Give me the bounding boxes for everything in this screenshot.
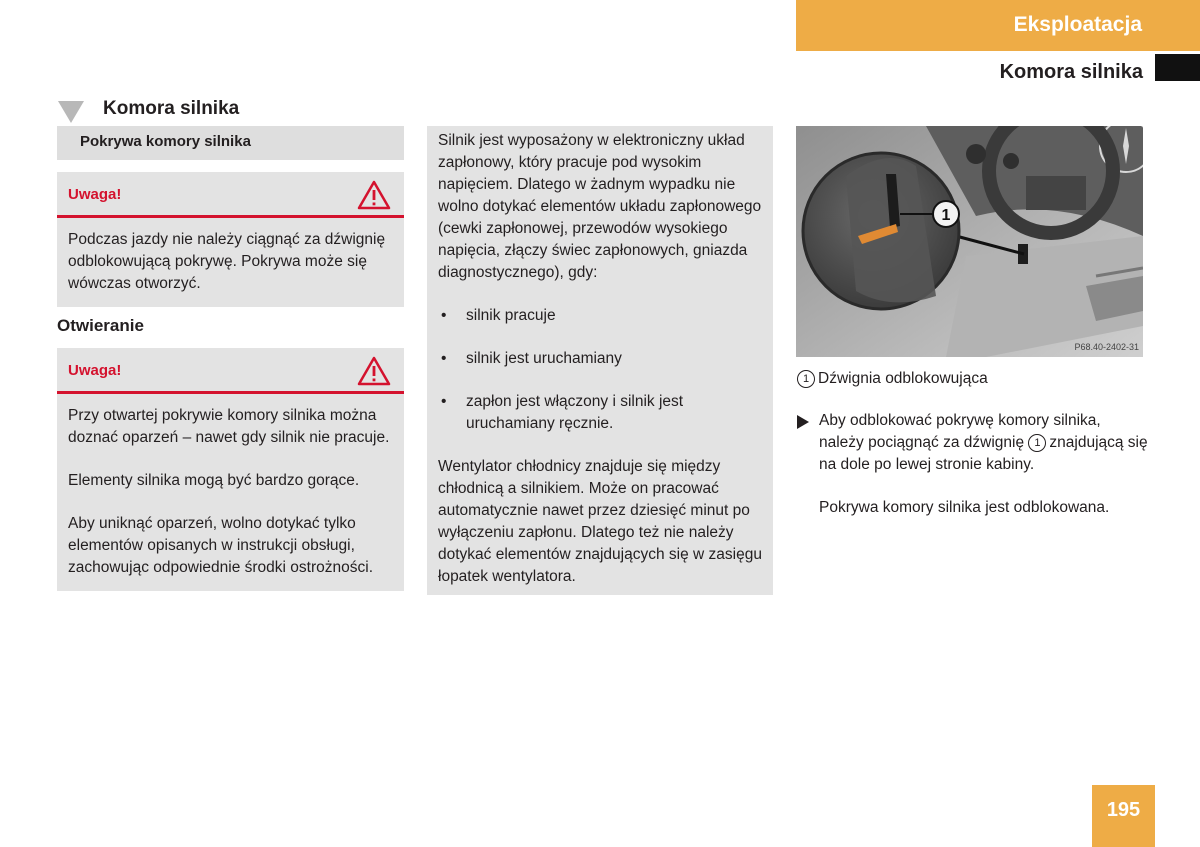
list-item: • zapłon jest włączony i silnik jest uruchamiany ręcznie. [438, 391, 767, 435]
warning-triangle-icon [357, 356, 391, 386]
arrow-right-icon [797, 415, 809, 429]
column-heading: Komora silnika [103, 98, 240, 119]
photo-caption [797, 368, 988, 390]
callout-marker: 1 [797, 370, 815, 388]
section-marker [1155, 54, 1200, 81]
warning-box [57, 172, 404, 307]
warning-box [57, 348, 404, 591]
warning-header [57, 172, 404, 218]
instruction-step [819, 410, 1149, 476]
condition-list [438, 305, 767, 435]
section-triangle-icon [58, 101, 84, 123]
warning-triangle-icon [357, 180, 391, 210]
warning-body [57, 394, 404, 591]
warning-paragraph: Aby uniknąć oparzeń, wolno dotykać tylko elementów opisanych w instrukcji obsługi, zachowując odpowiednie środki ostrożności. [68, 515, 373, 576]
intro-paragraph: Silnik jest wyposażony w elektroniczny układ zapłonowy, który pracuje pod wysokim napięciem. Dlatego w żadnym wypadku nie wolno dotykać elementów układu zapłonowego (cewki zapłonowej, przewodów wysokiego napięcia, złączy świec zapłonowych, gniazda diagnostycznego), gdy: [438, 132, 762, 281]
section-title: Komora silnika [999, 61, 1143, 83]
warning-body [57, 218, 404, 307]
warning-text: Podczas jazdy nie należy ciągnąć za dźwignię odblokowującą pokrywę. Pokrywa może się wówczas otworzyć. [68, 231, 386, 292]
chapter-title: Eksploatacja [1013, 13, 1142, 36]
ignition-info-box [427, 126, 773, 595]
warning-header [57, 348, 404, 394]
fan-paragraph: Wentylator chłodnicy znajduje się między chłodnicą a silnikiem. Może on pracować automatycznie nawet przez dziesięć minut po wyłączeniu zapłonu. Dlatego też nie należy dotykać elementów znajdujących się w zasięgu łopatek wentylatora. [438, 458, 762, 585]
page-number [1092, 785, 1155, 847]
instruction-block [819, 410, 1149, 540]
instruction-result: Pokrywa komory silnika jest odblokowana. [819, 499, 1110, 516]
subheading-bar [57, 126, 404, 160]
warning-paragraph: Elementy silnika mogą być bardzo gorące. [68, 472, 360, 489]
warning-paragraph: Przy otwartej pokrywie komory silnika można doznać oparzeń – nawet gdy silnik nie pracuje. [68, 407, 390, 446]
chapter-tab [796, 0, 1200, 51]
list-item: • silnik jest uruchamiany [438, 348, 767, 370]
warning-label: Uwaga! [68, 362, 122, 379]
hood-release-photo [796, 126, 1143, 357]
page-number-text: 195 [1106, 799, 1141, 821]
callout-marker: 1 [1028, 434, 1046, 452]
instruction-text: Aby odblokować pokrywę komory silnika, należy pociągnąć za dźwignię [819, 412, 1101, 451]
callout-number: 1 [941, 207, 951, 224]
photo-code: P68.40-2402-31 [1074, 342, 1139, 352]
subheading: Pokrywa komory silnika [80, 133, 251, 150]
instruction-text: znajdującą się na dole po lewej stronie kabiny. [819, 434, 1148, 473]
caption-text: Dźwignia odblokowująca [818, 370, 988, 387]
list-item: • silnik pracuje [438, 305, 767, 327]
warning-label: Uwaga! [68, 186, 122, 203]
subsection-title: Otwieranie [57, 316, 144, 335]
